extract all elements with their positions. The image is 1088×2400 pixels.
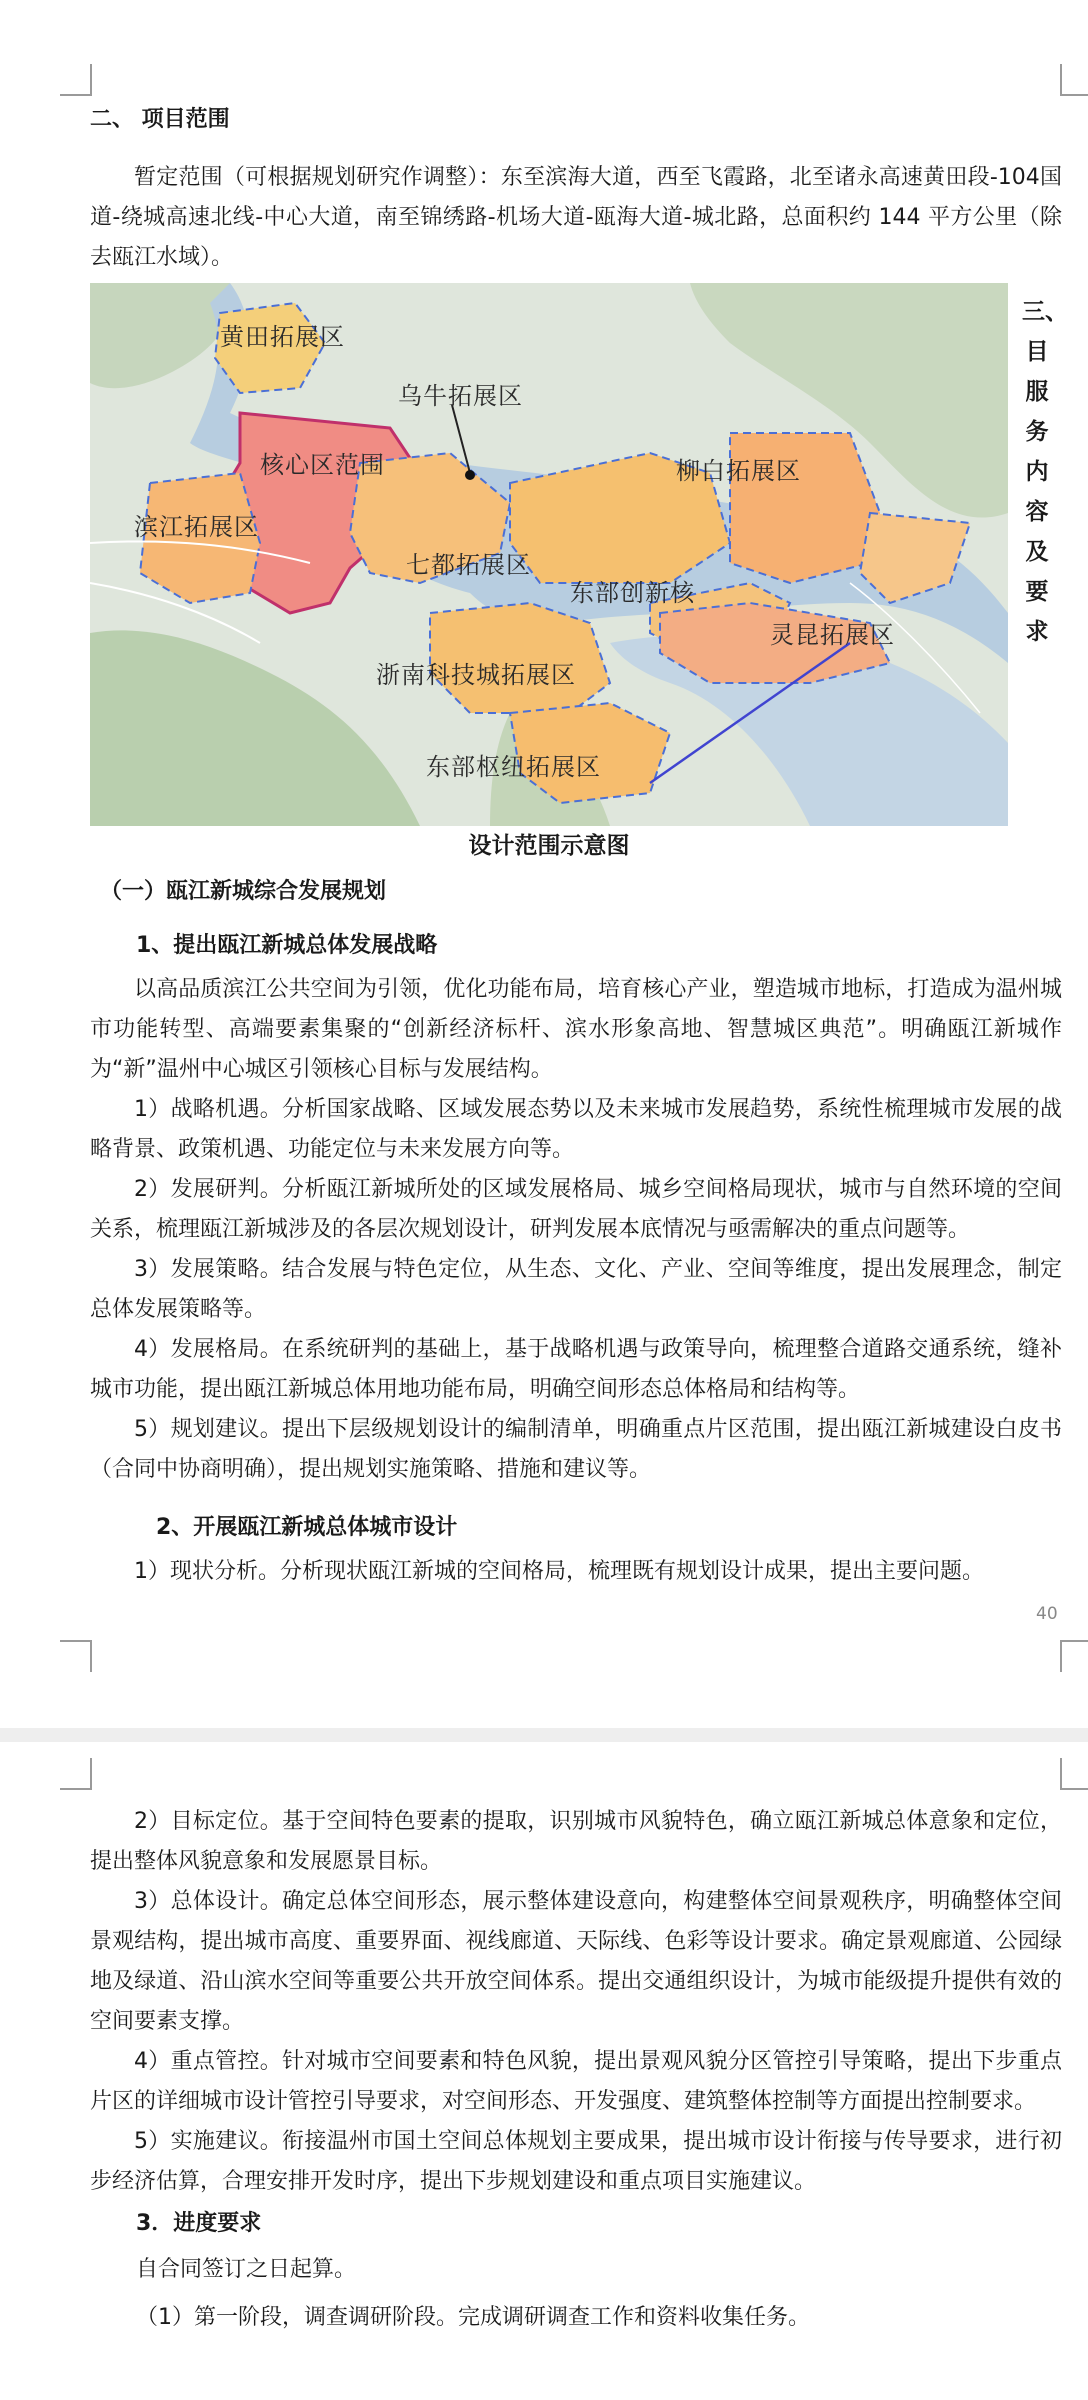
item-key-control: 4）重点管控。针对城市空间要素和特色风貌，提出景观风貌分区管控引导策略，提出下步重点片区的详细城市设计管控引导要求，对空间形态、开发强度、建筑整体控制等方面提出控制要求。 xyxy=(90,2049,1062,2114)
schedule-phase-1: （1）第一阶段，调查调研阶段。完成调研调查工作和资料收集任务。 xyxy=(136,2305,810,2330)
label-qidu: 七都拓展区 xyxy=(406,551,531,579)
section-heading-scope: 二、 项目范围 xyxy=(90,107,230,132)
label-binjiang: 滨江拓展区 xyxy=(134,513,259,541)
item-heading-urban-design: 2、开展瓯江新城总体城市设计 xyxy=(156,1515,458,1540)
label-east-core: 东部创新核 xyxy=(570,579,695,607)
item-planning-suggestion: 5）规划建议。提出下层级规划设计的编制清单，明确重点片区范围，提出瓯江新城建设白皮书（合同中协商明确），提出规划实施策略、措施和建议等。 xyxy=(90,1417,1062,1482)
scope-paragraph: 暂定范围（可根据规划研究作调整）：东至滨海大道，西至飞霞路，北至诸永高速黄田段-104国道-绕城高速北线-中心大道，南至锦绣路-机场大道-瓯海大道-城北路，总面积约 144 平方公里（除去瓯江水域）。 xyxy=(90,165,1062,270)
side-heading-vertical xyxy=(1022,292,1068,652)
crop-mark-bottom-left xyxy=(60,1640,92,1672)
label-liubai: 柳白拓展区 xyxy=(676,457,801,485)
item-strategy-opportunity: 1）战略机遇。分析国家战略、区域发展态势以及未来城市发展趋势，系统性梳理城市发展的战略背景、政策机遇、功能定位与未来发展方向等。 xyxy=(90,1097,1062,1162)
side-heading-char: 要 xyxy=(1025,579,1049,605)
item-implementation-suggestion: 5）实施建议。衔接温州市国土空间总体规划主要成果，提出城市设计衔接与传导要求，进行初步经济估算，合理安排开发时序，提出下步规划建设和重点项目实施建议。 xyxy=(90,2129,1062,2194)
page-number: 40 xyxy=(1036,1604,1058,1624)
item-development-strategy: 3）发展策略。结合发展与特色定位，从生态、文化、产业、空间等维度，提出发展理念，制定总体发展策略等。 xyxy=(90,1257,1062,1322)
label-lingkun: 灵昆拓展区 xyxy=(770,621,895,649)
label-core: 核心区范围 xyxy=(260,451,385,479)
crop-mark-bottom-right xyxy=(1060,1640,1088,1672)
map-caption: 设计范围示意图 xyxy=(468,833,630,859)
item-development-assessment: 2）发展研判。分析瓯江新城所处的区域发展格局、城乡空间格局现状，城市与自然环境的空间关系，梳理瓯江新城涉及的各层次规划设计，研判发展本底情况与亟需解决的重点问题等。 xyxy=(90,1177,1062,1242)
label-huangtian: 黄田拓展区 xyxy=(220,323,345,351)
side-heading-char: 服 xyxy=(1025,379,1049,405)
label-wuniu: 乌牛拓展区 xyxy=(398,382,523,410)
item-heading-strategy: 1、提出瓯江新城总体发展战略 xyxy=(136,933,438,958)
schedule-intro: 自合同签订之日起算。 xyxy=(136,2257,357,2282)
side-heading-char: 容 xyxy=(1025,499,1049,525)
crop-mark-top-left xyxy=(60,64,92,96)
sub-heading-comprehensive-plan: （一）瓯江新城综合发展规划 xyxy=(100,879,387,904)
side-heading-char: 及 xyxy=(1025,539,1049,565)
crop-mark-top-left xyxy=(60,1758,92,1790)
side-heading-char: 务 xyxy=(1025,419,1049,445)
item-goal-positioning: 2）目标定位。基于空间特色要素的提取，识别城市风貌特色，确立瓯江新城总体意象和定位，提出整体风貌意象和发展愿景目标。 xyxy=(90,1809,1062,1874)
item-development-pattern: 4）发展格局。在系统研判的基础上，基于战略机遇与政策导向，梳理整合道路交通系统，缝补城市功能，提出瓯江新城总体用地功能布局，明确空间形态总体格局和结构等。 xyxy=(90,1337,1062,1402)
label-zhenan: 浙南科技城拓展区 xyxy=(376,661,576,689)
intro-paragraph: 以高品质滨江公共空间为引领，优化功能布局，培育核心产业，塑造城市地标，打造成为温州城市功能转型、高端要素集聚的“创新经济标杆、滨水形象高地、智慧城区典范”。明确瓯江新城作为“新”温州中心城区引领核心目标与发展结构。 xyxy=(90,977,1062,1082)
crop-mark-top-right xyxy=(1060,1758,1088,1790)
label-east-hub: 东部枢纽拓展区 xyxy=(426,753,601,781)
callout-dot xyxy=(465,470,475,480)
crop-mark-top-right xyxy=(1060,64,1088,96)
side-heading-char: 目 xyxy=(1025,339,1049,365)
side-heading-char: 三、 xyxy=(1022,299,1068,325)
item-overall-design: 3）总体设计。确定总体空间形态，展示整体建设意向，构建整体空间景观秩序，明确整体空间景观结构，提出城市高度、重要界面、视线廊道、天际线、色彩等设计要求。确定景观廊道、公园绿地及绿道、沿山滨水空间等重要公共开放空间体系。提出交通组织设计，为城市能级提升提供有效的空间要素支撑。 xyxy=(90,1889,1062,2034)
document-page-2 xyxy=(0,1742,1088,2400)
side-heading-char: 内 xyxy=(1025,459,1049,485)
side-heading-char: 求 xyxy=(1025,619,1049,645)
schedule-heading: 3．进度要求 xyxy=(136,2211,262,2236)
item-status-analysis: 1）现状分析。分析现状瓯江新城的空间格局，梳理既有规划设计成果，提出主要问题。 xyxy=(134,1559,984,1584)
map-graphic xyxy=(90,283,1008,826)
design-scope-map xyxy=(90,283,1008,826)
